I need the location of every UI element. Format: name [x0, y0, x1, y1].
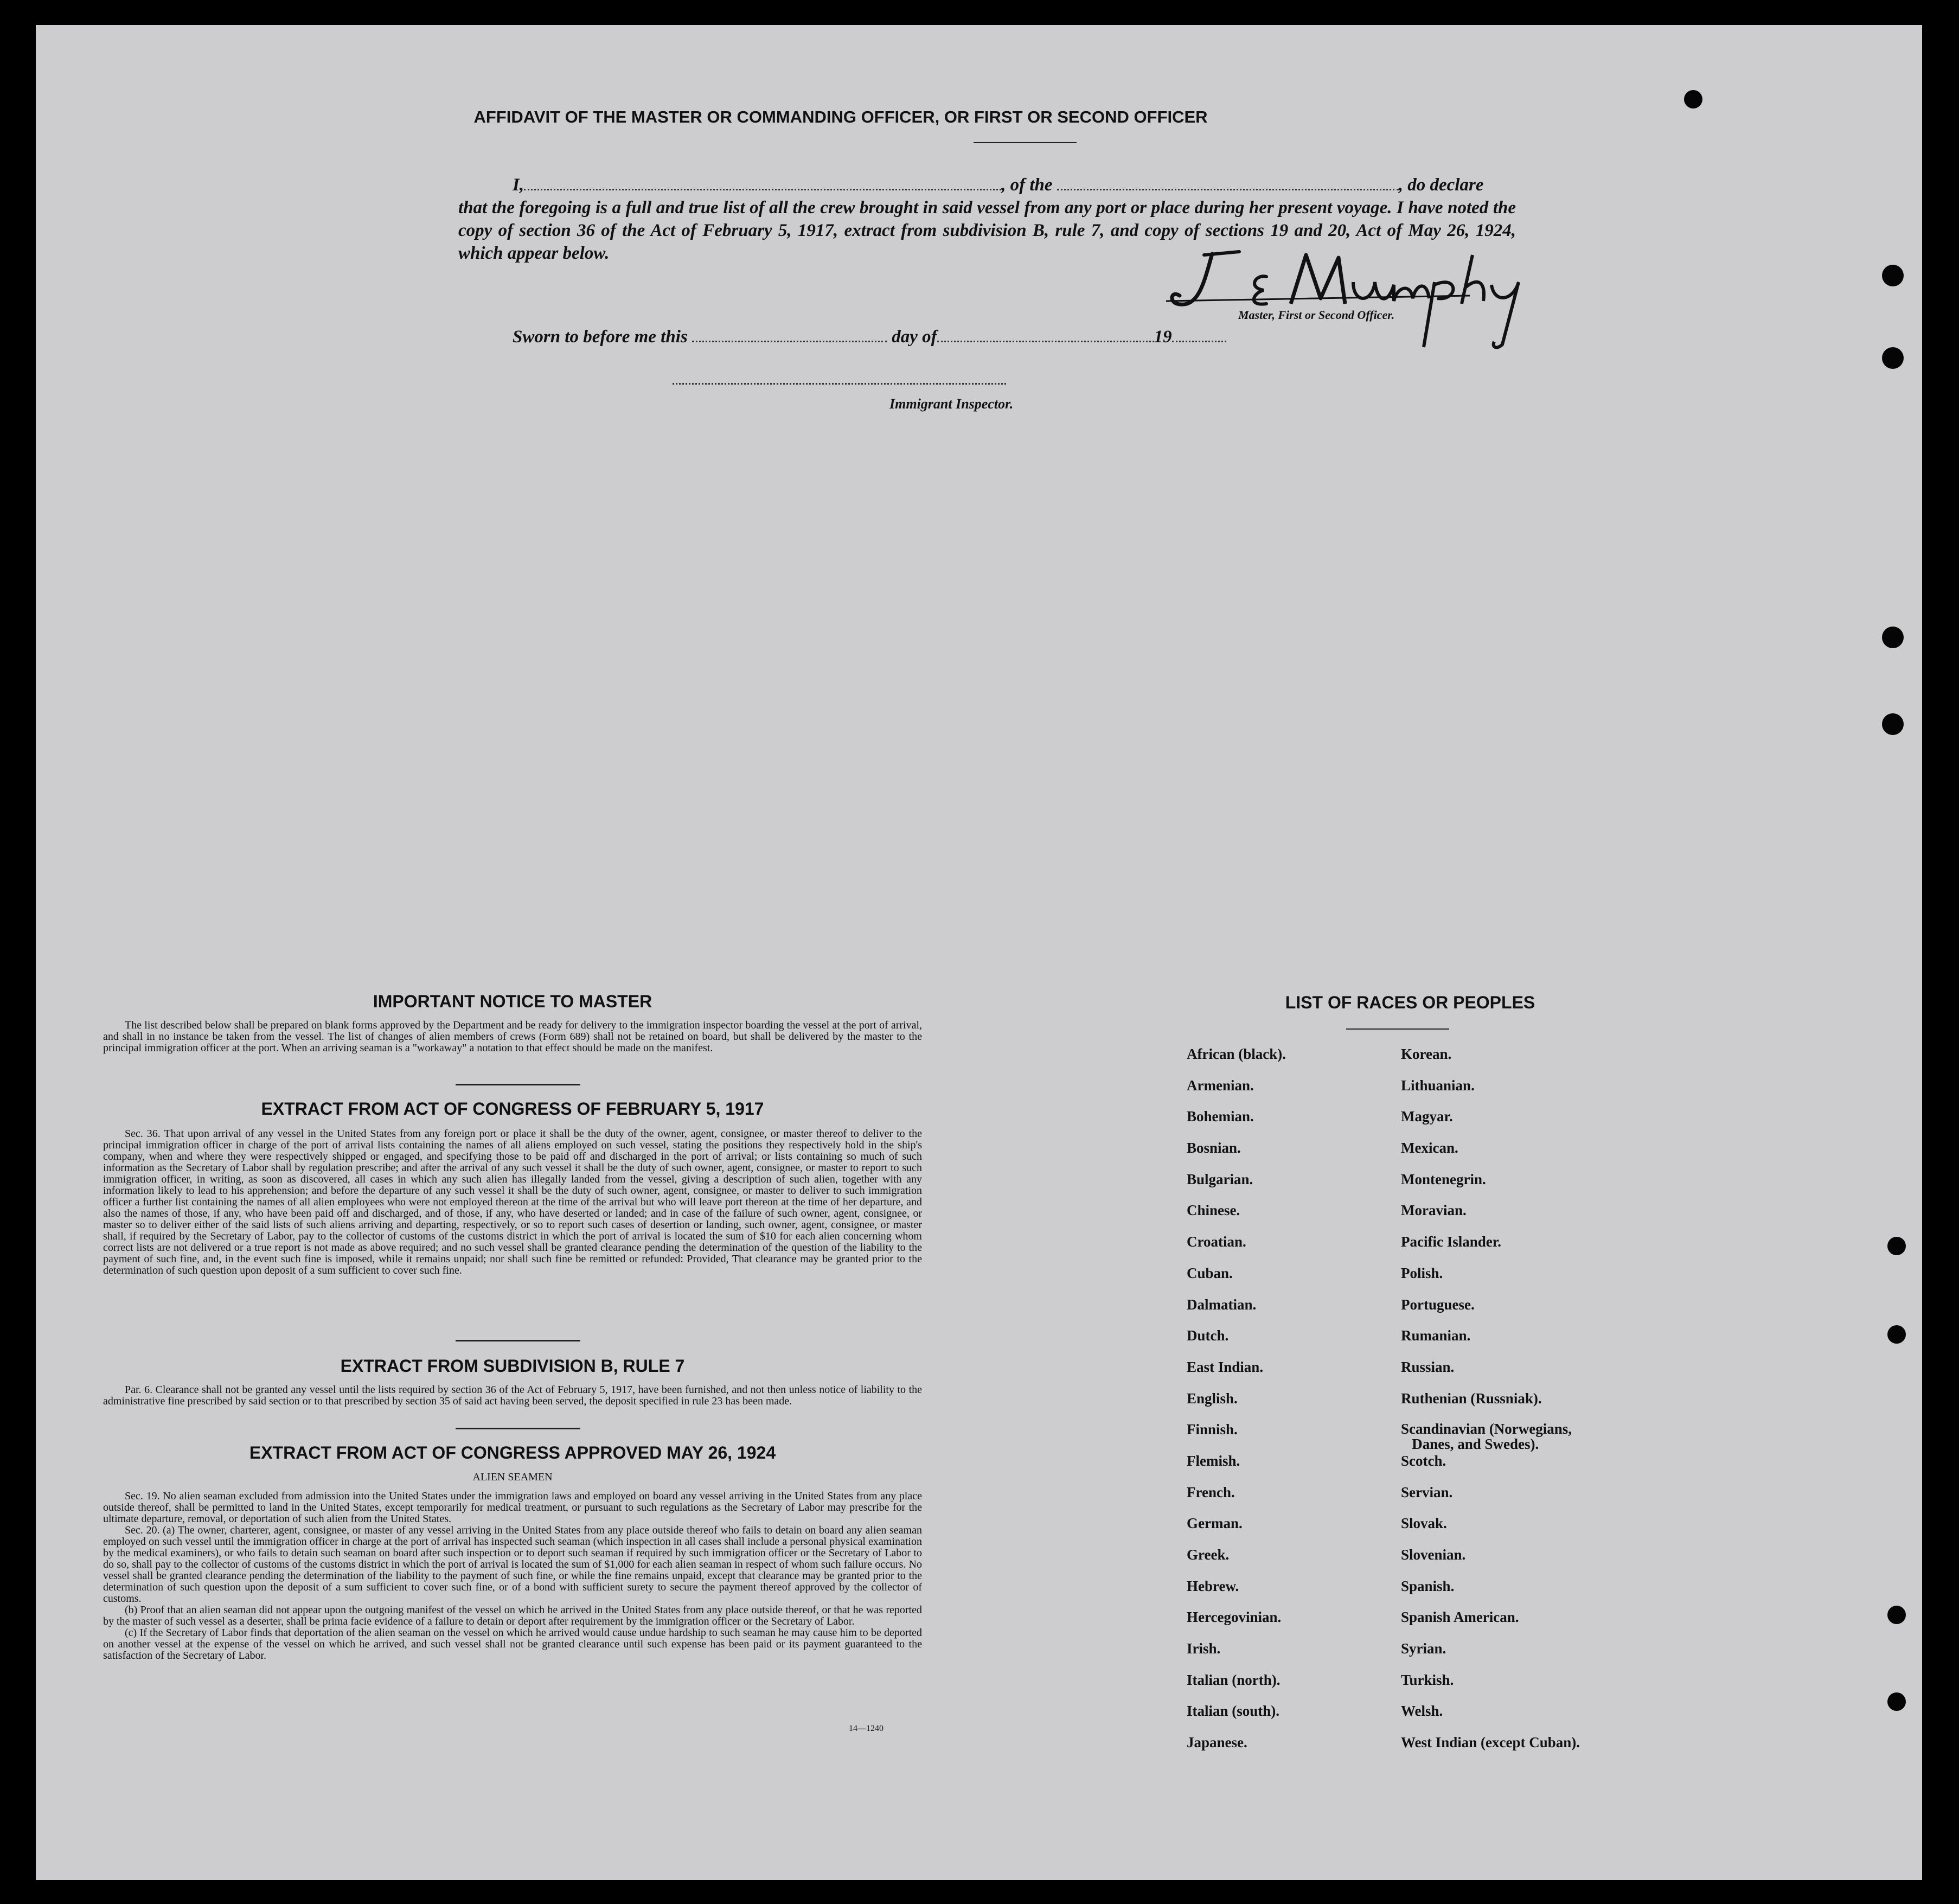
inspector-label: Immigrant Inspector. [889, 396, 1014, 412]
race-item: Italian (south). [1187, 1703, 1280, 1720]
punch-hole [1887, 1692, 1906, 1711]
race-item: Korean. [1401, 1046, 1452, 1062]
race-scandinavian-cont: Danes, and Swedes). [1412, 1436, 1539, 1453]
sworn-label: Sworn to before me this [513, 327, 688, 347]
races-title: LIST OF RACES OR PEOPLES [1285, 993, 1535, 1012]
race-item: Slovak. [1401, 1515, 1447, 1532]
race-item: African (black). [1187, 1046, 1286, 1062]
race-item: Dalmatian. [1187, 1296, 1257, 1313]
race-item: Hercegovinian. [1187, 1609, 1282, 1626]
do-declare-label: , do declare [1398, 175, 1484, 195]
punch-hole [1887, 1237, 1906, 1255]
race-item: Slovenian. [1401, 1547, 1466, 1563]
race-item: Russian. [1401, 1358, 1455, 1375]
race-item: Flemish. [1187, 1452, 1240, 1469]
race-item: Ruthenian (Russniak). [1401, 1390, 1542, 1407]
race-item: Scotch. [1401, 1452, 1446, 1469]
punch-hole [1882, 627, 1904, 648]
form-number: 14—1240 [849, 1724, 884, 1733]
inspector-signature-line[interactable] [673, 383, 1006, 385]
affidavit-declaration-line [513, 174, 1516, 196]
punch-hole [1882, 713, 1904, 735]
extract-1917-body [103, 1128, 922, 1276]
race-item: Hebrew. [1187, 1577, 1239, 1594]
section-20a-text: Sec. 20. (a) The owner, charterer, agent, consignee, or master of any vessel arriving in the United States from any place outside thereof who fails to detain on board any alien seaman employed on such vessel until the immigration officer in charge at the port of arrival has inspected such seaman (which inspection in all cases shall include a personal physical examination by the medical examiners), or who fails to detain such seaman on board after such inspection or to deport such seaman if required by such immigration officer or the Secretary of Labor to do so, shall pay to the collector of customs of the customs district in which the port of arrival is located the sum of $1,000 for each alien seaman in respect of whom such failure occurs. No vessel shall be granted clearance pending the determination of the liability to the payment of such fine, or while the fine remains unpaid, except that clearance may be granted prior to the determination of such question upon the deposit of a sum sufficient to cover such fine, or of a bond with sufficient surety to secure the payment thereof approved by the collector of customs. [103, 1524, 922, 1605]
race-item: Irish. [1187, 1640, 1221, 1657]
race-item [1401, 1421, 1683, 1453]
punch-hole [1882, 347, 1904, 369]
race-item: Turkish. [1401, 1671, 1454, 1688]
race-item: French. [1187, 1484, 1235, 1500]
race-item: Croatian. [1187, 1234, 1246, 1250]
punch-hole [1887, 1325, 1906, 1344]
race-item: Rumanian. [1401, 1327, 1471, 1344]
divider [456, 1428, 580, 1429]
year-prefix: 19 [1154, 327, 1172, 347]
day-of-label: day of [892, 327, 937, 347]
race-item: Servian. [1401, 1484, 1453, 1500]
races-left-column [1187, 1046, 1393, 1766]
race-item: Bosnian. [1187, 1140, 1241, 1157]
race-item: Bohemian. [1187, 1108, 1254, 1125]
vessel-blank[interactable] [1057, 178, 1399, 190]
year-blank[interactable] [1172, 330, 1226, 342]
notice-title: IMPORTANT NOTICE TO MASTER [373, 992, 652, 1011]
extract-1924-title: EXTRACT FROM ACT OF CONGRESS APPROVED MAY 26, 1924 [249, 1443, 776, 1462]
extract-rule7-body [103, 1384, 922, 1407]
race-scandinavian: Scandinavian (Norwegians, [1401, 1421, 1572, 1437]
par-6-text: Par. 6. Clearance shall not be granted any vessel until the lists required by section 36 of the Act of February 5, 1917, have been furnished, and not then unless notice of liability to the administrative fine prescribed by said section or to that prescribed by section 35 of said act having been served, the deposit specified in rule 23 has been made. [103, 1384, 922, 1407]
race-item: Italian (north). [1187, 1671, 1281, 1688]
affidavit-body: that the foregoing is a full and true list of all the crew brought in said vessel from any port or place during her present voyage. I have noted the copy of section 36 of the Act of February 5, 1917, extract from subdivision B, rule 7, and copy of sections 19 and 20, Act of May 26, 1924, which appear below. [458, 198, 1516, 263]
race-item: Polish. [1401, 1264, 1443, 1281]
i-label: I, [513, 175, 524, 195]
race-item: Spanish American. [1401, 1609, 1519, 1626]
race-item: Finnish. [1187, 1421, 1238, 1438]
race-item: Armenian. [1187, 1077, 1254, 1094]
punch-hole [1882, 265, 1904, 286]
race-item: Spanish. [1401, 1577, 1455, 1594]
extract-1924-body [103, 1491, 922, 1662]
races-right-column [1401, 1046, 1683, 1766]
race-item: Welsh. [1401, 1703, 1443, 1720]
section-20b-text: (b) Proof that an alien seaman did not appear upon the outgoing manifest of the vessel on which he arrived in the United States from any place outside thereof, or that he was reported by the master of such vessel as a deserter, shall be prima facie evidence of a failure to detain or deport after requirement by the immigration officer or the Secretary of Labor. [103, 1604, 922, 1627]
race-item: Mexican. [1401, 1140, 1458, 1157]
divider [456, 1340, 580, 1341]
extract-rule7-title: EXTRACT FROM SUBDIVISION B, RULE 7 [340, 1356, 685, 1376]
of-the-label: , of the [1001, 175, 1053, 195]
race-item: Bulgarian. [1187, 1171, 1253, 1187]
race-item: Chinese. [1187, 1202, 1240, 1219]
race-item: Syrian. [1401, 1640, 1446, 1657]
race-item: West Indian (except Cuban). [1401, 1734, 1580, 1751]
section-20c-text: (c) If the Secretary of Labor finds that deportation of the alien seaman on the vessel on which he arrived would cause undue hardship to such seaman he may cause him to be deported on another vessel at the expense of the vessel on which he arrived, and such vessel shall not be granted clearance until such expense has been paid or its payment guaranteed to the satisfaction of the Secretary of Labor. [103, 1627, 922, 1662]
sworn-line [513, 325, 1272, 348]
divider [456, 1084, 580, 1085]
alien-seamen-subtitle: ALIEN SEAMEN [472, 1471, 553, 1483]
race-item: Greek. [1187, 1547, 1230, 1563]
race-item: Cuban. [1187, 1264, 1233, 1281]
section-36-text: Sec. 36. That upon arrival of any vessel in the United States from any foreign port or place it shall be the duty of the owner, agent, consignee, or master thereof to deliver to the principal immigration officer in charge of the port of arrival lists containing the names of all aliens employed on such vessel, stating the positions they respectively hold in the ship's company, when and where they were respectively shipped or engaged, and specifying those to be paid off and discharged in the port of arrival; or lists containing so much of such information as the Secretary of Labor shall by regulation prescribe; and after the arrival of any such vessel it shall be the duty of such owner, agent, consignee, or master to report to such immigration officer, in writing, as soon as discovered, all cases in which any such alien has illegally landed from the vessel, giving a description of such alien, together with any information likely to lead to his apprehension; and before the departure of any such vessel it shall be the duty of such owner, agent, consignee, or master to deliver to such immigration officer a further list containing the names of all alien employees who were not employed thereon at the time of the arrival but who will leave port thereon at the time of her departure, and also the names of those, if any, who have been paid off and discharged, and of those, if any, who have deserted or landed; and in case of the failure of such owner, agent, consignee, or master so to deliver either of the said lists of such aliens arriving and departing, respectively, or so to report such cases of desertion or landing, such owner, agent, consignee, or master shall, if required by the Secretary of Labor, pay to the collector of customs of the customs district in which the port of arrival is located the sum of $10 for each alien concerning whom correct lists are not delivered or a true report is not made as above required; and no such vessel shall be granted clearance pending the determination of the question of the liability to the payment of such fine, and, in the event such fine is imposed, while it remains unpaid; nor shall such fine be remitted or refunded: Provided, That clearance may be granted prior to the determination of such question upon deposit of a sum sufficient to cover such fine. [103, 1128, 922, 1276]
notice-body [103, 1020, 922, 1054]
punch-hole [1887, 1606, 1906, 1624]
race-item: Magyar. [1401, 1108, 1453, 1125]
race-item: Lithuanian. [1401, 1077, 1475, 1094]
race-item: Moravian. [1401, 1202, 1467, 1219]
punch-hole [1684, 90, 1702, 108]
extract-1917-title: EXTRACT FROM ACT OF CONGRESS OF FEBRUARY 5, 1917 [261, 1099, 764, 1119]
divider [1346, 1028, 1449, 1030]
day-blank[interactable] [692, 330, 887, 342]
race-item: German. [1187, 1515, 1243, 1532]
section-19-text: Sec. 19. No alien seaman excluded from admission into the United States under the immigration laws and employed on board any vessel arriving in the United States from any place outside thereof, shall be permitted to land in the United States, except temporarily for medical treatment, or pursuant to such regulations as the Secretary of Labor may prescribe for the ultimate departure, removal, or deportation of such alien from the United States. [103, 1490, 922, 1525]
race-item: Japanese. [1187, 1734, 1247, 1751]
name-blank[interactable] [524, 178, 1001, 190]
signature-caption: Master, First or Second Officer. [1238, 308, 1395, 322]
title-divider [974, 142, 1077, 143]
race-item: Portuguese. [1401, 1296, 1475, 1313]
race-item: Dutch. [1187, 1327, 1229, 1344]
affidavit-title: AFFIDAVIT OF THE MASTER OR COMMANDING OFFICER, OR FIRST OR SECOND OFFICER [473, 107, 1208, 126]
race-item: Pacific Islander. [1401, 1234, 1501, 1250]
notice-paragraph: The list described below shall be prepared on blank forms approved by the Department and be ready for delivery to the immigration inspector boarding the vessel at the port of arrival, and shall in no instance be taken from the vessel. The list of changes of alien members of crews (Form 689) shall not be retained on board, but shall be delivered by the master to the principal immigration officer at the port. When an arriving seaman is a "workaway" a notation to that effect should be made on the manifest. [103, 1019, 922, 1054]
month-blank[interactable] [937, 330, 1154, 342]
race-item: English. [1187, 1390, 1238, 1407]
race-item: Montenegrin. [1401, 1171, 1486, 1187]
race-item: East Indian. [1187, 1358, 1264, 1375]
